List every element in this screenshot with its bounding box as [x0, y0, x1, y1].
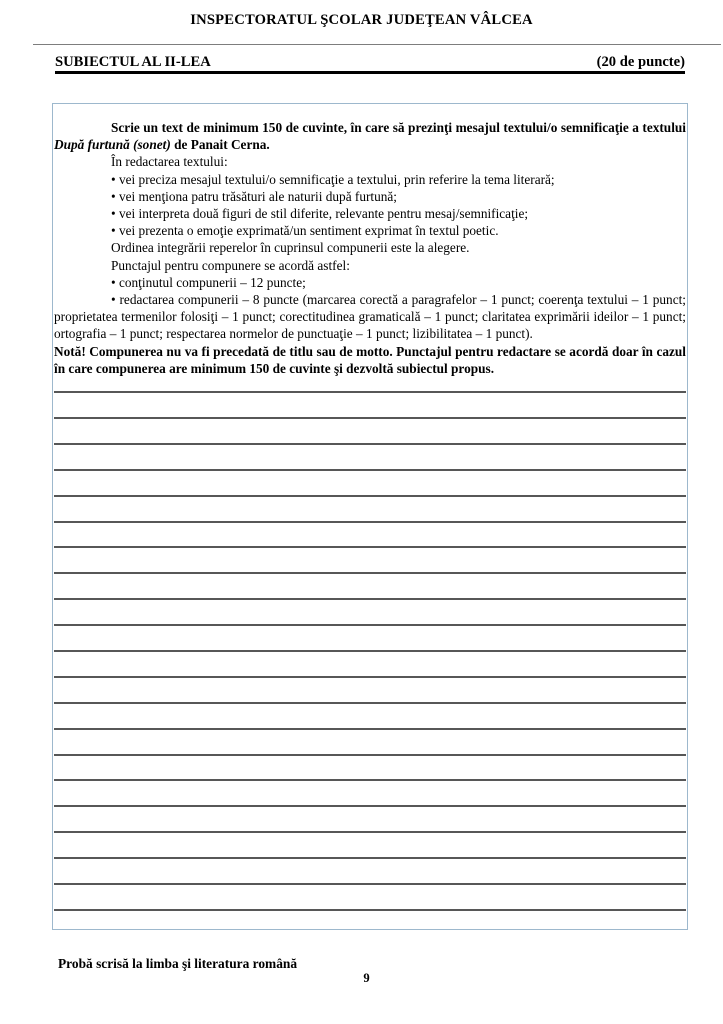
poem-title: După furtună (sonet) — [54, 137, 171, 153]
scoring-item-redaction: • redactarea compunerii – 8 puncte (marcarea corectă a paragrafelor – 1 punct; coerenţa textului – 1 punct; proprietatea termenilor folosiţi – 1 punct; corectitudinea gramaticală – 1 punct; claritatea exprimării ideilor – 1 punct; ortografia – 1 punct; respectarea normelor de punctuaţie – 1 punct; lizibilitatea – 1 punct). — [54, 292, 686, 342]
answer-lines — [53, 391, 687, 911]
answer-line — [54, 443, 686, 445]
order-note: Ordinea integrării reperelor în cuprinsul compunerii este la alegere. — [111, 240, 470, 256]
task-intro-text-after: de Panait Cerna. — [170, 137, 270, 153]
answer-line — [54, 546, 686, 548]
answer-line — [54, 417, 686, 419]
subject-header — [55, 54, 685, 71]
institution-header: INSPECTORATUL ŞCOLAR JUDEŢEAN VÂLCEA — [190, 12, 533, 28]
answer-line — [54, 598, 686, 600]
answer-line — [54, 831, 686, 833]
exam-note: Notă! Compunerea nu va fi precedată de titlu sau de motto. Punctajul pentru redactare se acordă doar în cazul în care compunerea are minimum 150 de cuvinte şi dezvoltă subiectul propus. — [54, 343, 686, 376]
answer-line — [54, 391, 686, 393]
task-intro-text-before: Scrie un text de minimum 150 de cuvinte, în care să prezinţi mesajul textului/o semnificaţie a textului — [111, 120, 686, 135]
task-box — [52, 103, 688, 930]
answer-line — [54, 702, 686, 704]
answer-line — [54, 624, 686, 626]
answer-line — [54, 728, 686, 730]
answer-line — [54, 754, 686, 756]
header-divider — [33, 44, 721, 45]
requirements-intro: În redactarea textului: — [111, 154, 228, 170]
points-label: (20 de puncte) — [596, 54, 685, 70]
task-bullet-2: • vei menţiona patru trăsături ale naturii după furtună; — [111, 188, 398, 204]
task-bullet-4: • vei prezenta o emoţie exprimată/un sentiment exprimat în textul poetic. — [111, 223, 499, 239]
task-bullet-3: • vei interpreta două figuri de stil diferite, relevante pentru mesaj/semnificaţie; — [111, 206, 529, 222]
answer-line — [54, 779, 686, 781]
answer-line — [54, 805, 686, 807]
answer-line — [54, 909, 686, 911]
task-instructions — [53, 104, 687, 377]
subject-title: SUBIECTUL AL II-LEA — [55, 54, 211, 70]
answer-line — [54, 857, 686, 859]
answer-line — [54, 650, 686, 652]
answer-line — [54, 521, 686, 523]
scoring-item-content: • conţinutul compunerii – 12 puncte; — [111, 274, 306, 290]
page-number: 9 — [363, 971, 370, 985]
answer-line — [54, 495, 686, 497]
subject-divider — [55, 71, 685, 74]
task-intro — [54, 119, 686, 153]
footer-exam-label: Probă scrisă la limba şi literatura română — [58, 956, 298, 971]
answer-line — [54, 676, 686, 678]
task-bullet-1: • vei preciza mesajul textului/o semnificaţie a textului, prin referire la tema literară; — [111, 171, 555, 187]
scoring-intro: Punctajul pentru compunere se acordă astfel: — [111, 257, 350, 273]
answer-line — [54, 883, 686, 885]
answer-line — [54, 469, 686, 471]
answer-line — [54, 572, 686, 574]
